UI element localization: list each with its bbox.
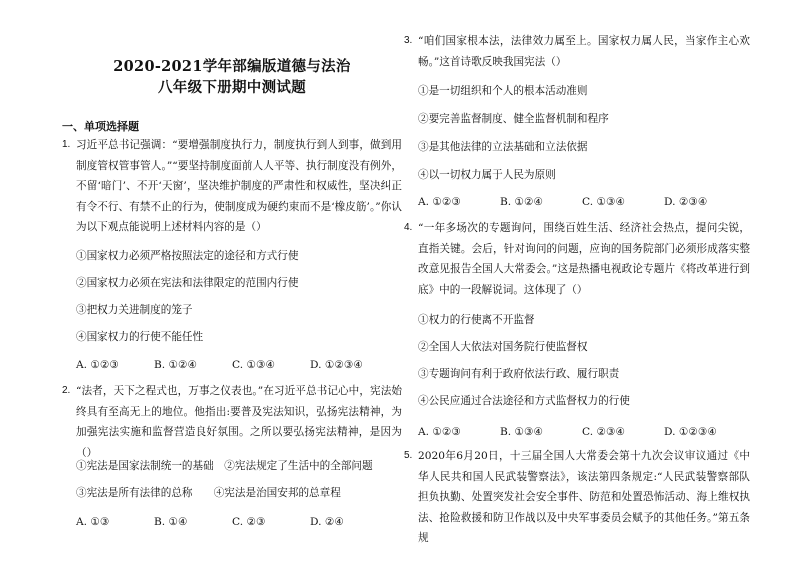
- choice-b: B. ①②④: [154, 359, 198, 371]
- choice-c: C. ②③④: [582, 426, 625, 438]
- question-5: [404, 446, 750, 558]
- question-2-choices: [76, 512, 406, 533]
- option: ②全国人大依法对国务院行使监督权: [418, 341, 588, 353]
- question-number: 1.: [62, 139, 71, 150]
- option: ②国家权力必须在宪法和法律限定的范围内行使: [76, 277, 299, 289]
- choice-c: C. ②③: [232, 516, 266, 528]
- page-title: 2020-2021学年部编版道德与法治: [113, 58, 351, 75]
- choice-b: B. ①②④: [500, 196, 544, 208]
- choice-d: D. ②④: [310, 516, 344, 528]
- question-2-options: [76, 456, 406, 510]
- option: ④以一切权力属于人民为原则: [418, 169, 556, 181]
- question-4-options: [418, 310, 748, 418]
- question-3: [404, 31, 750, 72]
- choice-d: D. ①②③④: [310, 359, 363, 371]
- choice-c: C. ①③④: [232, 359, 275, 371]
- option: ③把权力关进制度的笼子: [76, 304, 193, 316]
- question-4: [404, 218, 750, 300]
- option: ②要完善监督制度、健全监督机制和程序: [418, 113, 609, 125]
- choice-b: B. ①④: [154, 516, 188, 528]
- option: ③专题询问有利于政府依法行政、履行职责: [418, 368, 620, 380]
- option: ④公民应通过合法途径和方式监督权力的行使: [418, 395, 630, 407]
- question-stem: “咱们国家根本法，法律效力属至上。国家权力属人民，当家作主心欢畅。”这首诗歌反映我国宪法（）: [418, 35, 750, 68]
- option: ③宪法是所有法律的总称 ④宪法是治国安邦的总章程: [76, 487, 341, 499]
- section-heading: 一、单项选择题: [62, 120, 139, 133]
- question-number: 2.: [62, 385, 71, 396]
- option: ①国家权力必须严格按照法定的途径和方式行使: [76, 250, 299, 262]
- question-1-options: [76, 246, 406, 354]
- question-stem: 习近平总书记强调：“要增强制度执行力，制度执行到人到事，做到用制度管权管事管人。”“要坚持制度面前人人平等、执行制度没有例外，不留‘暗门’、不开‘天窗’，坚决维护制度的严肃性和权威性，坚决纠正有令不行、有禁不止的行为，使制度成为硬约束而不是‘橡皮筋’。”你认为以下观点能说明上述材料内容的是（）: [76, 139, 402, 233]
- choice-c: C. ①③④: [582, 196, 625, 208]
- question-1: [62, 135, 402, 238]
- question-3-options: [418, 81, 748, 193]
- question-1-choices: [76, 355, 406, 376]
- option: ④国家权力的行使不能任性: [76, 331, 204, 343]
- question-number: 4.: [404, 222, 413, 233]
- choice-d: D. ①②③④: [664, 426, 717, 438]
- choice-d: D. ②③④: [664, 196, 708, 208]
- option: ①是一切组织和个人的根本活动准则: [418, 85, 588, 97]
- choice-a: A. ①②③: [418, 196, 461, 208]
- page-subtitle: 八年级下册期中测试题: [158, 79, 306, 96]
- choice-a: A. ①②③: [76, 359, 119, 371]
- choice-a: A. ①②③: [418, 426, 461, 438]
- question-stem: “法者，天下之程式也，万事之仪表也。”在习近平总书记心中，宪法始终具有至高无上的地位。他指出:要普及宪法知识，弘扬宪法精神，为加强宪法实施和监督营造良好氛围。之所以要弘扬宪法精神，是因为（）: [76, 385, 402, 459]
- question-3-choices: [418, 192, 748, 213]
- question-number: 5.: [404, 450, 413, 461]
- option: ①宪法是国家法制统一的基础 ②宪法规定了生活中的全部问题: [76, 460, 373, 472]
- choice-a: A. ①③: [76, 516, 110, 528]
- question-number: 3.: [404, 35, 413, 46]
- question-2: [62, 381, 402, 463]
- option: ①权力的行使离不开监督: [418, 314, 535, 326]
- choice-b: B. ①③④: [500, 426, 544, 438]
- question-4-choices: [418, 422, 748, 443]
- question-stem: 2020年6月20日，十三届全国人大常委会第十九次会议审议通过《中华人民共和国人民武装警察法》，该法第四条规定:“人民武装警察部队担负执勤、处置突发社会安全事件、防范和处置恐怖活动、海上维权执法、抢险救援和防卫作战以及中央军事委员会赋予的其他任务。”第五条规: [418, 450, 750, 544]
- option: ③是其他法律的立法基础和立法依据: [418, 141, 588, 153]
- question-stem: “一年多场次的专题询问，围绕百姓生活、经济社会热点，提问尖锐，直指关键。会后，针对询问的问题，应询的国务院部门必须形成落实整改意见报告全国人大常委会。”这是热播电视政论专题片《将改革进行到底》中的一段解说词。这体现了（）: [418, 222, 750, 296]
